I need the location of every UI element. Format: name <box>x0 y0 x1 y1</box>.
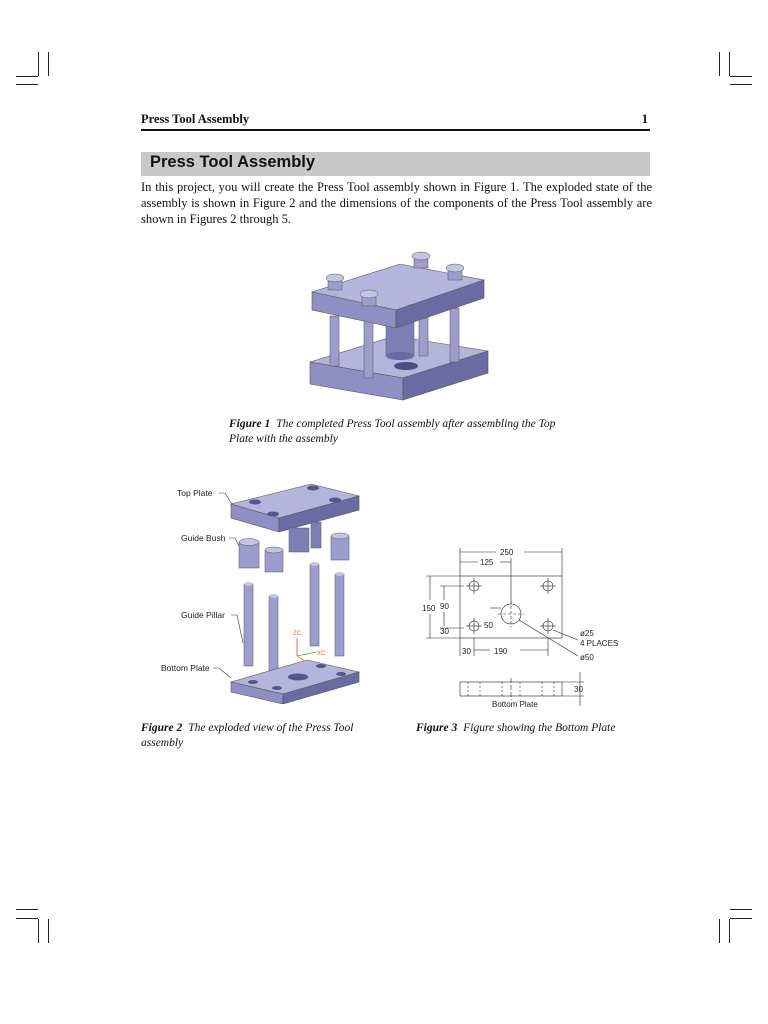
dim-250: 250 <box>500 548 514 557</box>
figure-2-caption-text: The exploded view of the Press Tool assembly <box>141 722 354 749</box>
dim-center-dia: ø50 <box>580 653 594 662</box>
callout-top-plate: Top Plate <box>177 488 213 498</box>
running-title: Press Tool Assembly <box>141 112 250 126</box>
callout-bottom-plate: Bottom Plate <box>161 663 210 673</box>
dim-150: 150 <box>422 604 436 613</box>
figure-3-drawing <box>416 544 636 712</box>
figure-3-label: Figure 3 <box>416 722 458 734</box>
running-header <box>141 110 650 130</box>
figure-1-image <box>300 244 500 406</box>
dim-125: 125 <box>480 558 494 567</box>
callout-guide-pillar: Guide Pillar <box>181 610 225 620</box>
dim-90: 90 <box>440 602 449 611</box>
figure-1-label: Figure 1 <box>229 418 271 430</box>
dim-190: 190 <box>494 647 508 656</box>
axis-xc-label: XC <box>317 651 326 657</box>
section-heading-bar <box>141 152 650 176</box>
intro-paragraph: In this project, you will create the Press Tool assembly shown in Figure 1. The exploded state of the assembly is shown in Figure 2 and the dimensions of the components of the Press Tool assembly are shown in Figures 2 through 5. <box>141 180 652 226</box>
callout-guide-bush: Guide Bush <box>181 533 226 543</box>
dim-hole-dia: ø25 <box>580 629 594 638</box>
figure-3-caption-text: Figure showing the Bottom Plate <box>463 722 616 734</box>
dim-hole-note: 4 PLACES <box>580 639 619 648</box>
dim-thickness: 30 <box>574 685 583 694</box>
page-number: 1 <box>641 112 648 126</box>
view-label-bottom-plate: Bottom Plate <box>492 700 538 709</box>
figure-2-label: Figure 2 <box>141 722 183 734</box>
axis-zc-label: ZC <box>293 631 301 637</box>
figure-3-caption <box>416 721 656 736</box>
figure-2-image <box>155 478 370 704</box>
dim-30-left: 30 <box>440 627 449 636</box>
figure-2-caption <box>141 721 391 751</box>
header-rule <box>141 129 650 131</box>
dim-50: 50 <box>484 621 493 630</box>
figure-1-caption <box>229 417 569 447</box>
dim-30-bottom: 30 <box>462 647 471 656</box>
section-title: Press Tool Assembly <box>150 153 316 171</box>
figure-1-caption-text: The completed Press Tool assembly after assembling the Top Plate with the assembly <box>229 418 556 445</box>
